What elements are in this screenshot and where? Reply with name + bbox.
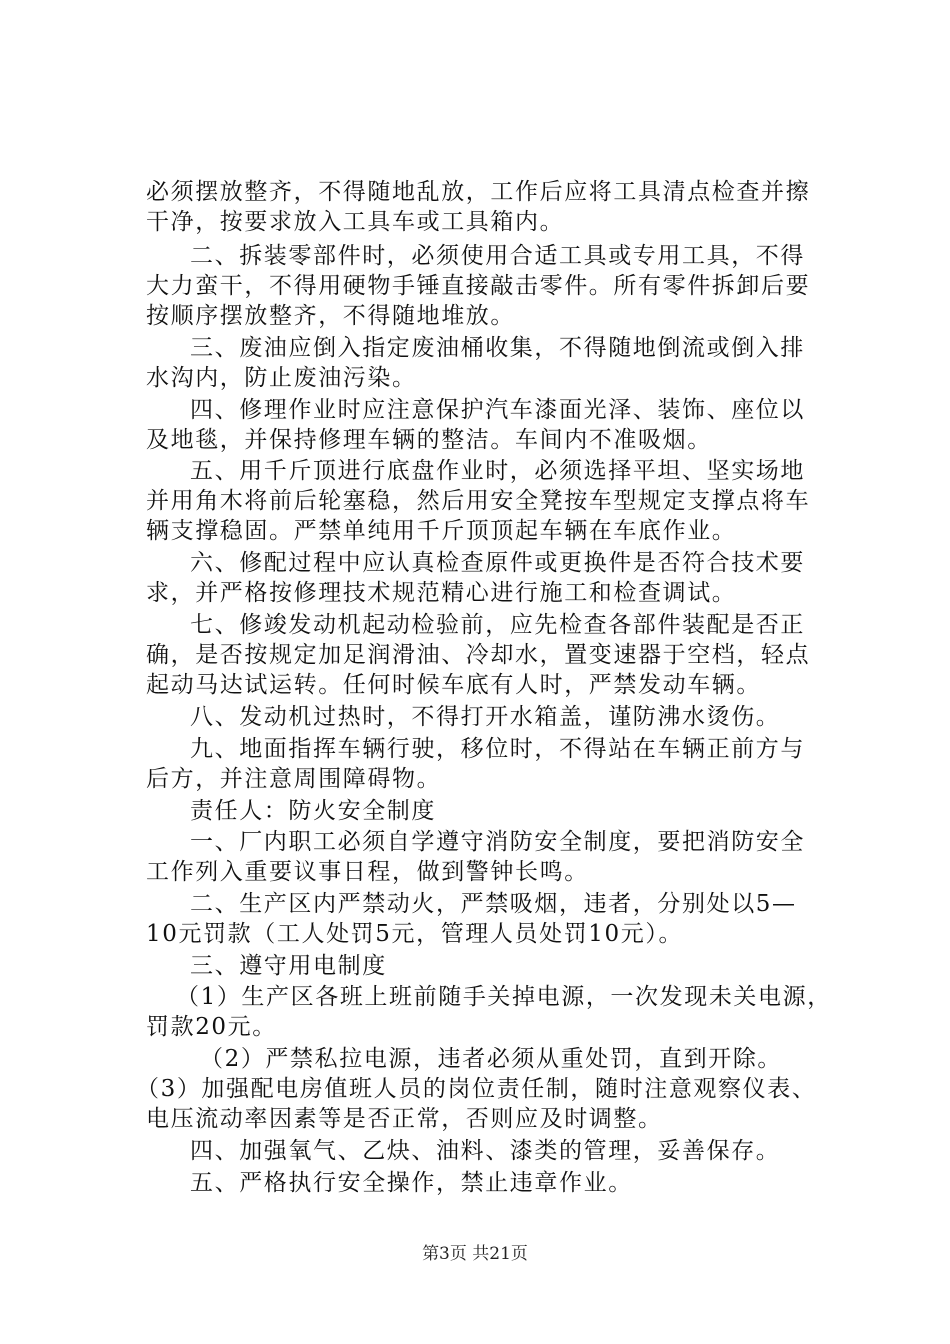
- paragraph-line: 三、废油应倒入指定废油桶收集，不得随地倒流或倒入排: [190, 335, 805, 361]
- paragraph-line: 及地毯，并保持修理车辆的整洁。车间内不准吸烟。: [146, 427, 712, 453]
- paragraph-line: 起动马达试运转。任何时候车底有人时，严禁发动车辆。: [146, 672, 761, 698]
- paragraph-line: 必须摆放整齐，不得随地乱放，工作后应将工具清点检查并擦: [146, 179, 811, 205]
- paragraph-line: 五、用千斤顶进行底盘作业时，必须选择平坦、坚实场地: [190, 458, 805, 484]
- paragraph-line: （3）加强配电房值班人员的岗位责任制，随时注意观察仪表、: [136, 1076, 817, 1102]
- paragraph-line: 七、修竣发动机起动检验前，应先检查各部件装配是否正: [190, 612, 805, 638]
- paragraph-line: 10元罚款（工人处罚5元，管理人员处罚10元）。: [146, 921, 684, 947]
- paragraph-line: 辆支撑稳固。严禁单纯用千斤顶顶起车辆在车底作业。: [146, 518, 737, 544]
- paragraph-line: 罚款20元。: [146, 1014, 277, 1040]
- paragraph-line: 干净，按要求放入工具车或工具箱内。: [146, 209, 565, 235]
- paragraph-line: 确，是否按规定加足润滑油、冷却水，置变速器于空档，轻点: [146, 642, 811, 668]
- paragraph-line: 并用角木将前后轮塞稳，然后用安全凳按车型规定支撑点将车: [146, 488, 811, 514]
- paragraph-line: （1）生产区各班上班前随手关掉电源，一次发现未关电源，: [176, 984, 832, 1010]
- paragraph-line: 工作列入重要议事日程，做到警钟长鸣。: [146, 859, 589, 885]
- paragraph-line: 求，并严格按修理技术规范精心进行施工和检查调试。: [146, 580, 737, 606]
- paragraph-line: 四、加强氧气、乙炔、油料、漆类的管理，妥善保存。: [190, 1138, 781, 1164]
- paragraph-line: 一、厂内职工必须自学遵守消防安全制度，要把消防安全: [190, 829, 805, 855]
- paragraph-line: （2）严禁私拉电源，违者必须从重处罚，直到开除。: [200, 1046, 783, 1072]
- paragraph-line: 五、严格执行安全操作，禁止违章作业。: [190, 1170, 633, 1196]
- paragraph-line: 二、拆装零部件时，必须使用合适工具或专用工具，不得: [190, 243, 805, 269]
- paragraph-line: 电压流动率因素等是否正常，否则应及时调整。: [146, 1106, 663, 1132]
- paragraph-line: 六、修配过程中应认真检查原件或更换件是否符合技术要: [190, 550, 805, 576]
- paragraph-line: 水沟内，防止废油污染。: [146, 365, 417, 391]
- paragraph-line: 大力蛮干，不得用硬物手锤直接敲击零件。所有零件拆卸后要: [146, 273, 811, 299]
- paragraph-line: 四、修理作业时应注意保护汽车漆面光泽、装饰、座位以: [190, 397, 805, 423]
- paragraph-line: 二、生产区内严禁动火，严禁吸烟，违者，分别处以5—: [190, 891, 797, 917]
- paragraph-line: 后方，并注意周围障碍物。: [146, 766, 442, 792]
- paragraph-line: 八、发动机过热时，不得打开水箱盖，谨防沸水烫伤。: [190, 704, 781, 730]
- paragraph-line: 按顺序摆放整齐，不得随地堆放。: [146, 303, 515, 329]
- paragraph-line: 三、遵守用电制度: [190, 953, 387, 979]
- page-number-footer: 第3页 共21页: [422, 1244, 528, 1264]
- section-heading: 责任人：防火安全制度: [190, 798, 436, 824]
- paragraph-line: 九、地面指挥车辆行驶，移位时，不得站在车辆正前方与: [190, 736, 805, 762]
